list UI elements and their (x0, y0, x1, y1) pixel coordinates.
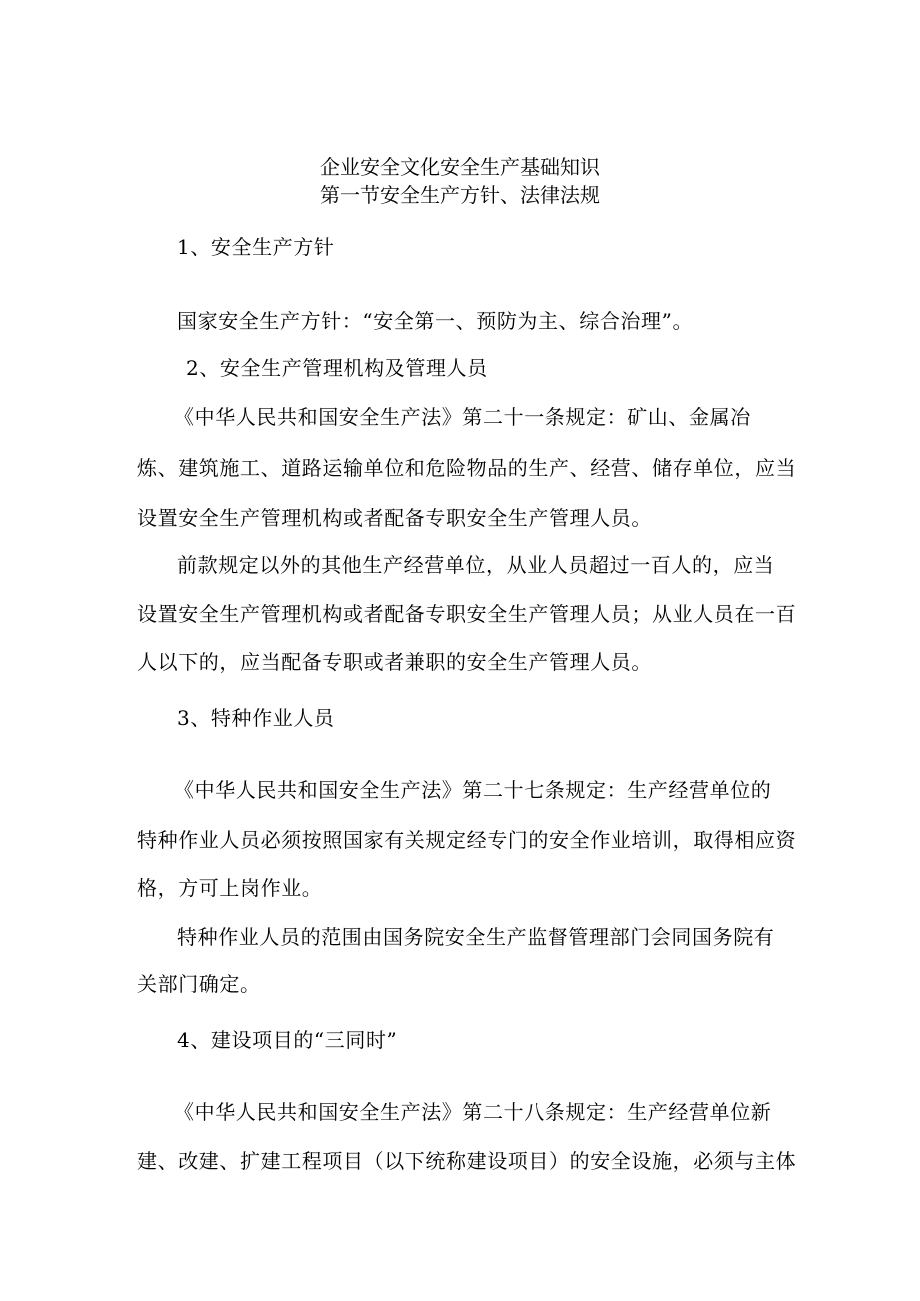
paragraph-line: 特种作业人员必须按照国家有关规定经专门的安全作业培训，取得相应资 (137, 828, 797, 852)
paragraph-line: 人以下的，应当配备专职或者兼职的安全生产管理人员。 (137, 650, 652, 674)
paragraph-line: 格，方可上岗作业。 (137, 876, 323, 900)
section-heading-1: 1、安全生产方针 (177, 235, 335, 259)
paragraph-line: 《中华人民共和国安全生产法》第二十一条规定：矿山、金属冶 (174, 405, 751, 429)
paragraph-line: 关部门确定。 (137, 972, 261, 996)
section-heading-4: 4、建设项目的“三同时” (177, 1028, 398, 1052)
paragraph-line: 炼、建筑施工、道路运输单位和危险物品的生产、经营、储存单位，应当 (137, 456, 797, 480)
paragraph-line: 设置安全生产管理机构或者配备专职安全生产管理人员。 (137, 506, 652, 530)
document-title: 企业安全文化安全生产基础知识 (320, 155, 600, 179)
paragraph-line: 设置安全生产管理机构或者配备专职安全生产管理人员；从业人员在一百 (137, 602, 797, 626)
section-heading-2: 2、安全生产管理机构及管理人员 (186, 356, 488, 380)
paragraph-line: 国家安全生产方针：“安全第一、预防为主、综合治理”。 (177, 309, 694, 333)
section-heading-3: 3、特种作业人员 (177, 706, 335, 730)
paragraph-line: 《中华人民共和国安全生产法》第二十八条规定：生产经营单位新 (174, 1100, 772, 1124)
paragraph-line: 《中华人民共和国安全生产法》第二十七条规定：生产经营单位的 (174, 778, 772, 802)
paragraph-line: 前款规定以外的其他生产经营单位，从业人员超过一百人的，应当 (177, 553, 775, 577)
paragraph-line: 特种作业人员的范围由国务院安全生产监督管理部门会同国务院有 (177, 925, 775, 949)
document-subtitle: 第一节安全生产方针、法律法规 (320, 183, 600, 207)
paragraph-line: 建、改建、扩建工程项目（以下统称建设项目）的安全设施，必须与主体 (137, 1149, 797, 1173)
